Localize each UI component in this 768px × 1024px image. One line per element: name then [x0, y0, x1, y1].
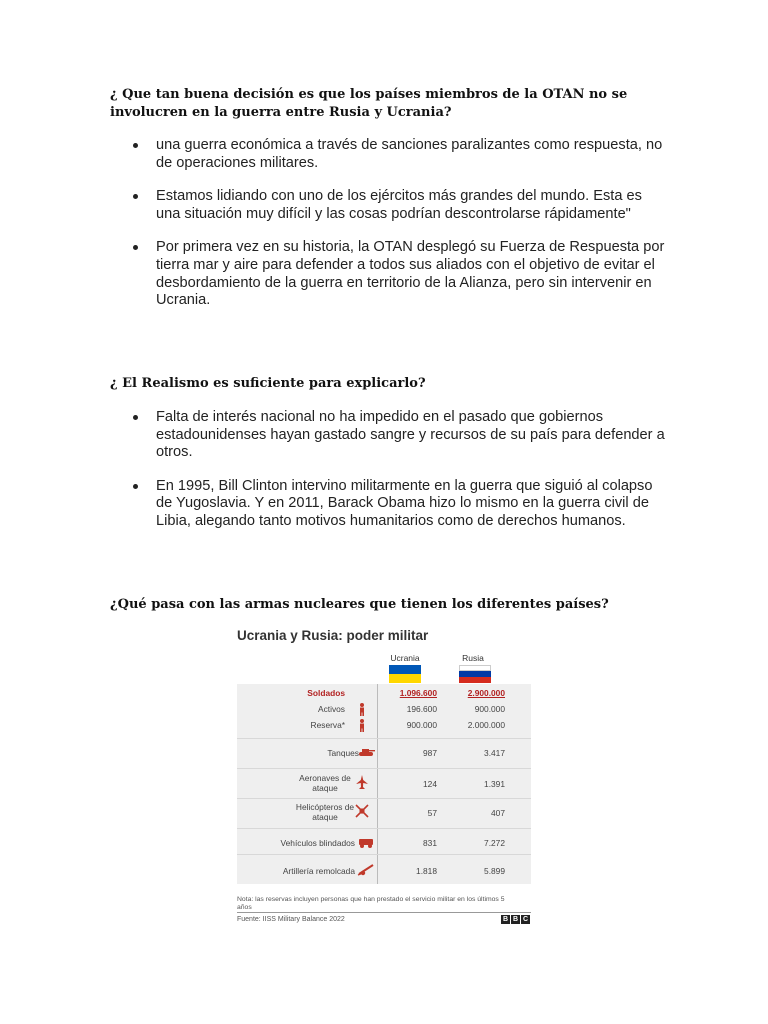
question-nato: ¿ Que tan buena decisión es que los países miembros de la OTAN no se involucren en la guerra entre Rusia y Ucrania? — [110, 87, 628, 120]
source-text: Fuente: IISS Military Balance 2022 — [237, 916, 345, 923]
ukraine-value: 831 — [423, 838, 437, 848]
list-item: Por primera vez en su historia, la OTAN desplegó su Fuerza de Respuesta por tierra mar y aire para defender a todos sus aliados con el objetivo de evitar el desbordamiento de la guerra en territorio de la Alianza, pero sin intervenir en Ucrania. — [130, 239, 670, 309]
row-label: Activos — [318, 704, 345, 714]
ukraine-value: 900.000 — [406, 720, 437, 730]
source-divider — [237, 912, 531, 913]
military-power-infographic — [233, 620, 533, 930]
helicopter-icon — [355, 804, 369, 818]
bbc-logo-letter: B — [512, 916, 519, 923]
question-nuclear: ¿Qué pasa con las armas nucleares que tienen los diferentes países? — [110, 597, 609, 612]
nato-bullet-list — [130, 137, 670, 326]
footnote: Nota: las reservas incluyen personas que han prestado el servicio militar en los últimos 5 años — [237, 896, 505, 911]
soldier-icon — [355, 702, 369, 716]
tank-icon — [357, 745, 375, 759]
ukraine-flag-icon — [389, 665, 421, 683]
bbc-logo — [501, 915, 530, 924]
russia-value: 1.391 — [484, 779, 505, 789]
bbc-logo-letter: C — [522, 916, 529, 923]
question-realism: ¿ El Realismo es suficiente para explicarlo? — [110, 376, 426, 391]
jet-icon — [355, 775, 369, 789]
russia-value: 407 — [491, 808, 505, 818]
row-label: Artillería remolcada — [282, 866, 355, 876]
ukraine-column-header: Ucrania — [390, 653, 420, 663]
row-label: Helicópteros de ataque — [295, 802, 355, 822]
row-label: Vehículos blindados — [280, 838, 355, 848]
bbc-logo-letter: B — [502, 916, 509, 923]
russia-value: 3.417 — [484, 748, 505, 758]
row-label: Reserva* — [310, 720, 345, 730]
ukraine-value: 1.096.600 — [399, 688, 437, 698]
soldier-icon — [355, 718, 369, 732]
russia-value: 2.000.000 — [467, 720, 505, 730]
artillery-icon — [357, 862, 375, 876]
russia-value: 7.272 — [484, 838, 505, 848]
ukraine-value: 1.818 — [416, 866, 437, 876]
infographic-title: Ucrania y Rusia: poder militar — [237, 628, 429, 643]
list-item: En 1995, Bill Clinton intervino militarmente en la guerra que siguió al colapso de Yugoslavia. Y en 2011, Barack Obama hizo lo mismo en la guerra civil de Libia, alegando tanto motivos humanitarios como de derechos humanos. — [130, 478, 670, 531]
row-divider — [237, 828, 531, 829]
row-label: Aeronaves de ataque — [299, 773, 351, 793]
row-divider — [237, 798, 531, 799]
realism-bullet-list — [130, 409, 670, 547]
row-divider — [237, 738, 531, 739]
ukraine-value: 57 — [427, 808, 437, 818]
list-item: una guerra económica a través de sanciones paralizantes como respuesta, no de operaciones militares. — [130, 137, 670, 172]
list-item: Falta de interés nacional no ha impedido en el pasado que gobiernos estadounidenses hayan gastado sangre y recursos de su país para defender a otros. — [130, 409, 670, 462]
row-label: Tanques — [327, 748, 359, 758]
comparison-table — [237, 684, 531, 884]
row-divider — [237, 854, 531, 855]
list-item: Estamos lidiando con uno de los ejércitos más grandes del mundo. Esta es una situación muy difícil y las cosas podrían descontrolarse rápidamente" — [130, 188, 670, 223]
row-divider — [237, 768, 531, 769]
armored-vehicle-icon — [357, 835, 375, 849]
ukraine-value: 196.600 — [406, 704, 437, 714]
ukraine-value: 987 — [423, 748, 437, 758]
russia-value: 900.000 — [474, 704, 505, 714]
ukraine-value: 124 — [423, 779, 437, 789]
russia-column-header: Rusia — [462, 653, 484, 663]
russia-value: 5.899 — [484, 866, 505, 876]
russia-flag-icon — [459, 665, 491, 683]
row-label: Soldados — [307, 688, 345, 698]
russia-value: 2.900.000 — [467, 688, 505, 698]
